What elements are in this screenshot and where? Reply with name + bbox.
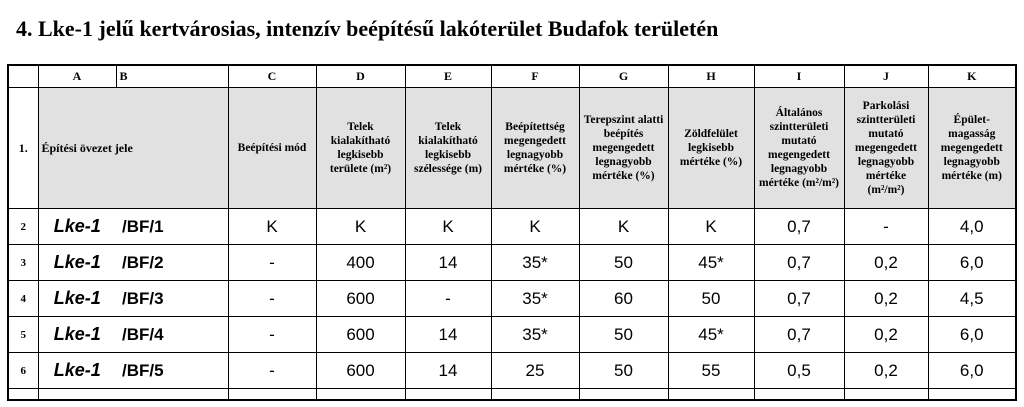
column-letter: B [116, 65, 228, 88]
table-cell: - [228, 353, 316, 389]
zone-subcode: /BF/5 [116, 353, 228, 389]
zone-subcode: /BF/3 [116, 281, 228, 317]
column-header-text: Épület-magasság megengedett legnagyobb mértéke (m) [940, 114, 1003, 182]
table-cell: 600 [316, 353, 405, 389]
table-cell: 6,0 [928, 245, 1016, 281]
table-row [8, 209, 1016, 245]
table-cell: 0,7 [754, 317, 844, 353]
row-number: 3 [8, 245, 38, 281]
row-number: 5 [8, 317, 38, 353]
table-cell: K [579, 209, 668, 245]
column-header [844, 88, 928, 209]
table-cell: 4,5 [928, 281, 1016, 317]
zone-subcode: /BF/2 [116, 245, 228, 281]
table-row [8, 389, 1016, 401]
zone-column-header: Építési övezet jele [38, 88, 228, 209]
table-cell [844, 389, 928, 401]
column-header-text: Telek kialakítható legkisebb szélessége (m) [413, 121, 482, 175]
table-cell: - [228, 317, 316, 353]
table-cell [405, 389, 491, 401]
column-header-text: Beépítettség megengedett legnagyobb mértéke (%) [503, 121, 567, 175]
table-cell: 25 [491, 353, 579, 389]
zone-code: Lke-1 [38, 245, 116, 281]
table-cell [116, 389, 228, 401]
table-cell: 6,0 [928, 353, 1016, 389]
table-row [8, 353, 1016, 389]
table-cell: 4,0 [928, 209, 1016, 245]
table-cell: K [316, 209, 405, 245]
table-cell [491, 389, 579, 401]
column-letter [8, 65, 38, 88]
column-letter: H [668, 65, 754, 88]
column-header [668, 88, 754, 209]
table-cell: 600 [316, 281, 405, 317]
page-title: 4. Lke-1 jelű kertvárosias, intenzív beépítésű lakóterület Budafok területén [16, 16, 719, 41]
table-cell: 0,7 [754, 209, 844, 245]
table-cell [754, 389, 844, 401]
row-number: 6 [8, 353, 38, 389]
zone-code: Lke-1 [38, 353, 116, 389]
column-letter: A [38, 65, 116, 88]
table-cell: 0,2 [844, 353, 928, 389]
row-number: 2 [8, 209, 38, 245]
column-header-text: Parkolási szintterületi mutató megengedett legnagyobb mértéke (m²/m²) [855, 100, 917, 196]
column-header-text: Zöldfelület legkisebb mértéke (%) [679, 128, 743, 168]
table-cell: 400 [316, 245, 405, 281]
column-header-text: Telek kialakítható legkisebb területe (m²) [329, 121, 392, 175]
table-cell: K [668, 209, 754, 245]
column-letter: G [579, 65, 668, 88]
table-cell: 50 [668, 281, 754, 317]
column-header [316, 88, 405, 209]
table-cell: 45* [668, 317, 754, 353]
table-cell: 0,2 [844, 245, 928, 281]
table-cell: 50 [579, 353, 668, 389]
zone-code: Lke-1 [38, 281, 116, 317]
table-cell: 6,0 [928, 317, 1016, 353]
row-number: 1. [8, 88, 38, 209]
column-header-text: Általános szintterületi mutató megengedett legnagyobb mértéke (m²/m²) [758, 107, 839, 189]
table-cell: 0,5 [754, 353, 844, 389]
column-header [491, 88, 579, 209]
table-row [8, 245, 1016, 281]
table-cell [228, 389, 316, 401]
zone-subcode: /BF/4 [116, 317, 228, 353]
column-header-text: Beépítési mód [237, 142, 307, 154]
table-cell: - [228, 245, 316, 281]
column-header [928, 88, 1016, 209]
zone-code: Lke-1 [38, 317, 116, 353]
zone-subcode: /BF/1 [116, 209, 228, 245]
row-number: 4 [8, 281, 38, 317]
table-cell: K [228, 209, 316, 245]
column-header [405, 88, 491, 209]
table-cell [579, 389, 668, 401]
table-cell: - [228, 281, 316, 317]
column-header [579, 88, 668, 209]
column-header [754, 88, 844, 209]
table-cell: 60 [579, 281, 668, 317]
column-letter: J [844, 65, 928, 88]
table-cell: - [405, 281, 491, 317]
table-cell [928, 389, 1016, 401]
zone-code: Lke-1 [38, 209, 116, 245]
table-cell: 45* [668, 245, 754, 281]
table-cell: 600 [316, 317, 405, 353]
column-letter: K [928, 65, 1016, 88]
table-cell: - [844, 209, 928, 245]
header-row [8, 88, 1016, 209]
table-cell: 14 [405, 353, 491, 389]
column-letter: I [754, 65, 844, 88]
table-cell: K [405, 209, 491, 245]
column-header-text: Terepszint alatti beépítés megengedett legnagyobb mértéke (%) [583, 114, 664, 182]
column-letter: D [316, 65, 405, 88]
table-cell [8, 389, 38, 401]
column-header [228, 88, 316, 209]
column-letter: C [228, 65, 316, 88]
table-row [8, 281, 1016, 317]
table-row [8, 317, 1016, 353]
table-cell [668, 389, 754, 401]
table-cell: 50 [579, 245, 668, 281]
table-cell: 0,2 [844, 281, 928, 317]
table-cell: 14 [405, 317, 491, 353]
table-cell [316, 389, 405, 401]
table-cell: 35* [491, 281, 579, 317]
table-cell: 50 [579, 317, 668, 353]
column-letter-row [8, 65, 1016, 88]
column-letter: E [405, 65, 491, 88]
table-cell: 0,7 [754, 245, 844, 281]
table-cell: K [491, 209, 579, 245]
regulation-table [7, 64, 1017, 401]
table-cell: 0,2 [844, 317, 928, 353]
table-cell: 14 [405, 245, 491, 281]
table-cell: 55 [668, 353, 754, 389]
column-letter: F [491, 65, 579, 88]
table-cell: 35* [491, 317, 579, 353]
table-cell: 35* [491, 245, 579, 281]
table-cell [38, 389, 116, 401]
table-cell: 0,7 [754, 281, 844, 317]
